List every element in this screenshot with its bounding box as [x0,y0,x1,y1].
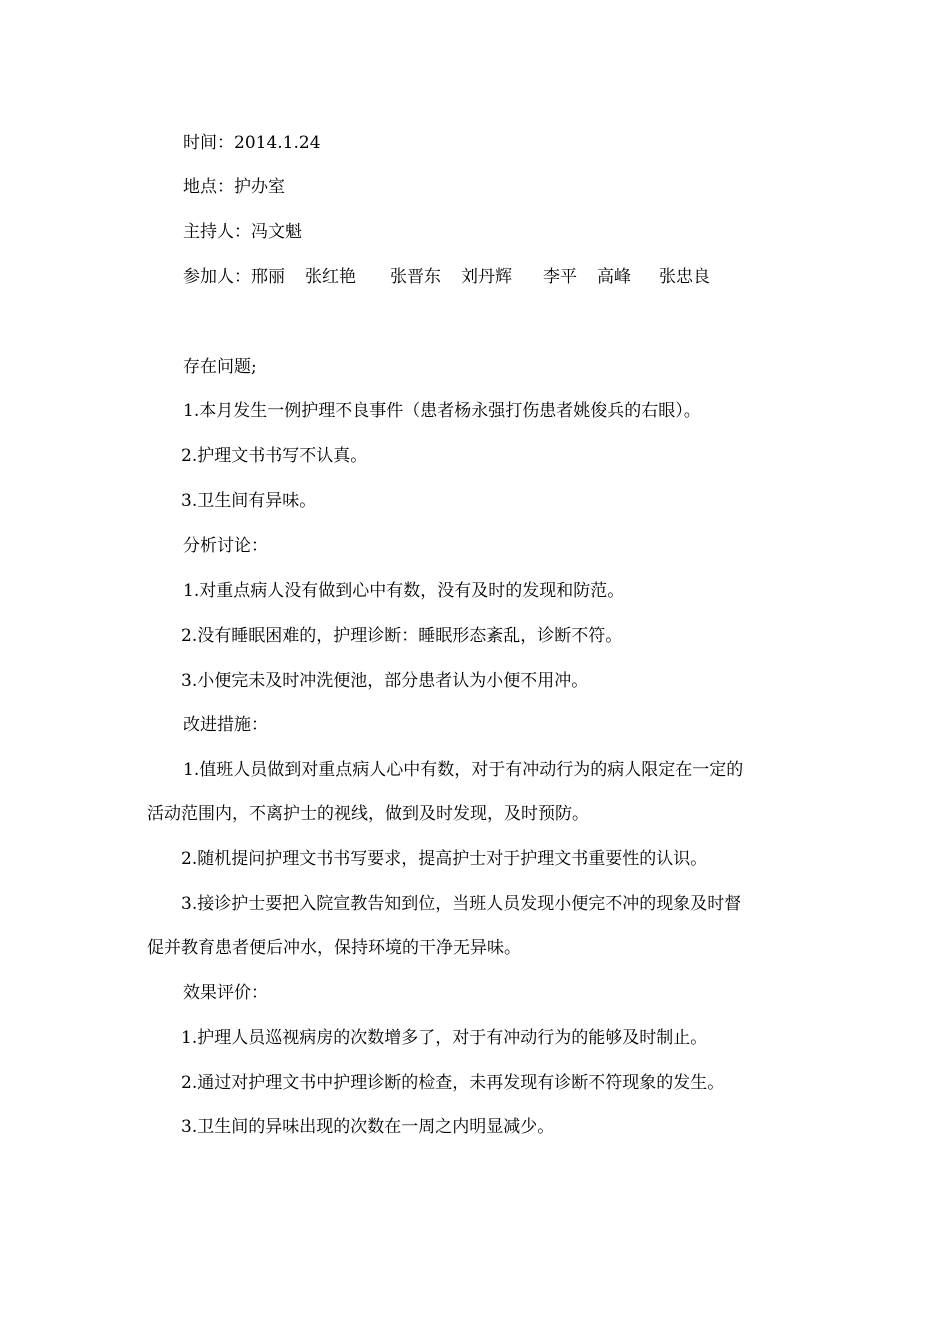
participant-name: 高峰 [597,267,631,287]
evaluation-item: 1.护理人员巡视病房的次数增多了，对于有冲动行为的能够及时制止。 [181,1028,708,1048]
participant-name: 李平 [543,267,577,287]
analysis-heading: 分析讨论： [183,536,268,556]
analysis-item: 2.没有睡眠困难的，护理诊断：睡眠形态紊乱，诊断不符。 [181,626,623,646]
measure-item-continuation: 促并教育患者便后冲水，保持环境的干净无异味。 [147,938,521,958]
participant-name: 张红艳 [305,267,356,287]
measure-item-continuation: 活动范围内，不离护士的视线，做到及时发现，及时预防。 [147,804,589,824]
measures-heading: 改进措施： [183,715,268,735]
measure-item: 2.随机提问护理文书书写要求，提高护士对于护理文书重要性的认识。 [181,849,708,869]
participant-name: 张晋东 [390,267,441,287]
evaluation-item: 2.通过对护理文书中护理诊断的检查，未再发现有诊断不符现象的发生。 [181,1073,725,1093]
evaluation-heading: 效果评价： [183,983,268,1003]
participant-name: 邢丽 [251,267,285,287]
problem-item: 1.本月发生一例护理不良事件（患者杨永强打伤患者姚俊兵的右眼）。 [183,401,701,421]
participant-name: 张忠良 [659,267,710,287]
participants-line [183,266,710,288]
meeting-place: 地点：护办室 [183,177,285,197]
participant-name: 刘丹辉 [461,267,512,287]
meeting-host: 主持人：冯文魁 [183,222,302,242]
evaluation-item: 3.卫生间的异味出现的次数在一周之内明显减少。 [181,1117,555,1137]
problem-item: 3.卫生间有异味。 [181,491,317,511]
analysis-item: 1.对重点病人没有做到心中有数，没有及时的发现和防范。 [183,581,625,601]
problems-heading: 存在问题; [183,357,257,377]
measure-item: 1.值班人员做到对重点病人心中有数，对于有冲动行为的病人限定在一定的 [183,760,744,780]
problem-item: 2.护理文书书写不认真。 [181,446,368,466]
participants-label: 参加人： [183,267,251,287]
analysis-item: 3.小便完未及时冲洗便池，部分患者认为小便不用冲。 [181,671,589,691]
meeting-time: 时间：2014.1.24 [183,133,321,153]
measure-item: 3.接诊护士要把入院宣教告知到位，当班人员发现小便完不冲的现象及时督 [181,894,742,914]
